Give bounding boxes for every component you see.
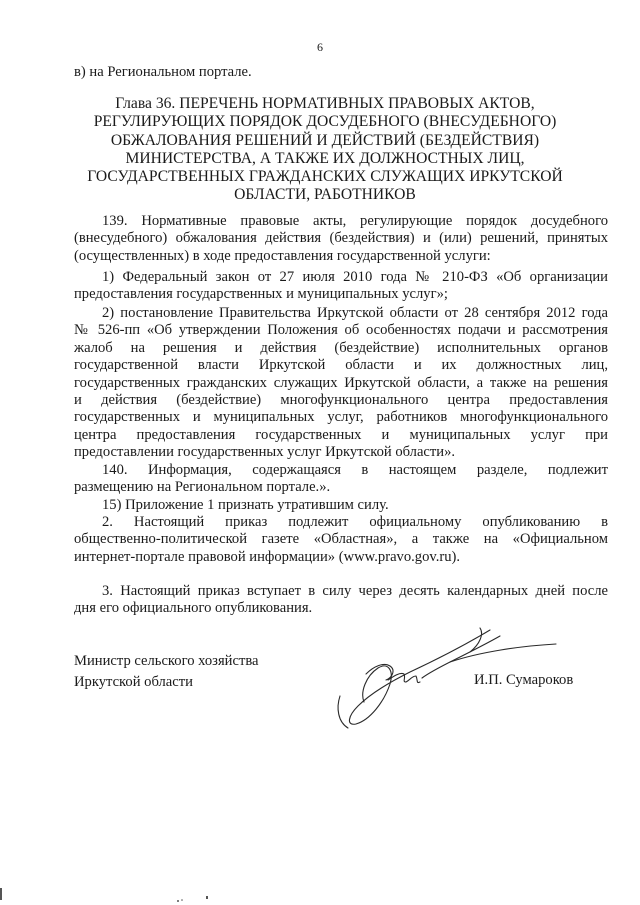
text-line: 140. Информация, содержащаяся в настоящем разделе, подлежит	[102, 462, 608, 478]
paragraph-clause-2	[74, 514, 608, 566]
text-line: и действия (бездействие) многофункционального центра предоставления	[74, 392, 608, 409]
signatory-position-line: Иркутской области	[74, 674, 193, 690]
text-line: государственных гражданских служащих Иркутской области, а также на решения	[74, 374, 608, 391]
text-line: предоставлении государственных услуг Иркутской области».	[74, 444, 456, 461]
text-line: жалоб на решения и действия (бездействие) исполнительных органов	[74, 339, 608, 356]
paragraph-item-1	[74, 269, 608, 304]
chapter-heading	[70, 95, 580, 205]
scan-marks	[0, 860, 640, 905]
paragraph-item-15	[74, 497, 608, 514]
text-line: (осуществленных) в ходе предоставления государственной услуги:	[74, 247, 491, 264]
text-line: 3. Настоящий приказ вступает в силу через десять календарных дней после	[102, 583, 608, 599]
heading-line: ГОСУДАРСТВЕННЫХ ГРАЖДАНСКИХ СЛУЖАЩИХ ИРКУТСКОЙ	[87, 168, 563, 186]
text-line: 15) Приложение 1 признать утратившим силу.	[102, 497, 389, 513]
paragraph-clause-3	[74, 583, 608, 618]
text-line: общественно-политической газете «Областная», а также на «Официальном	[74, 531, 608, 548]
text-line: 1) Федеральный закон от 27 июля 2010 года № 210-ФЗ «Об организации	[102, 269, 608, 285]
text-line: 139. Нормативные правовые акты, регулирующие порядок досудебного	[102, 213, 608, 229]
heading-line: ОБЖАЛОВАНИЯ РЕШЕНИЙ И ДЕЙСТВИЙ (БЕЗДЕЙСТВИЯ)	[110, 131, 540, 149]
text-line: государственной власти Иркутской области и их должностных лиц,	[74, 357, 608, 374]
text-line: предоставления государственных и муниципальных услуг»;	[74, 286, 448, 303]
text-line: 2) постановление Правительства Иркутской области от 28 сентября 2012 года	[102, 305, 608, 321]
text-line: 2. Настоящий приказ подлежит официальному опубликованию в	[102, 514, 608, 530]
text-line: № 526-пп «Об утверждении Положения об особенностях подачи и рассмотрения	[74, 322, 608, 339]
text-line: размещению на Региональном портале.».	[74, 479, 331, 496]
signatory-position-line: Министр сельского хозяйства	[74, 653, 259, 669]
signatory-position	[74, 651, 259, 693]
text-line: интернет-портале правовой информации» (www.pravo.gov.ru).	[74, 548, 461, 565]
text-line: государственных и муниципальных услуг, работников многофункционального	[74, 409, 608, 426]
text-line: центра предоставления государственных и муниципальных услуг при	[74, 426, 608, 443]
heading-line: Глава 36. ПЕРЕЧЕНЬ НОРМАТИВНЫХ ПРАВОВЫХ АКТОВ,	[115, 95, 535, 112]
text-line: дня его официального опубликования.	[74, 600, 313, 617]
page-number: 6	[317, 40, 323, 54]
text-line: (внесудебного) обжалования действия (бездействия) и (или) решений, принятых	[74, 230, 608, 247]
signatory-name: И.П. Сумароков	[474, 672, 574, 688]
paragraph-item-2	[74, 305, 608, 462]
paragraph-139	[74, 213, 608, 265]
heading-line: МИНИСТЕРСТВА, А ТАКЖЕ ИХ ДОЛЖНОСТНЫХ ЛИЦ,	[125, 149, 525, 167]
intro-line: в) на Региональном портале.	[74, 64, 252, 80]
paragraph-140	[74, 462, 608, 497]
heading-line: ОБЛАСТИ, РАБОТНИКОВ	[234, 186, 416, 204]
heading-line: РЕГУЛИРУЮЩИХ ПОРЯДОК ДОСУДЕБНОГО (ВНЕСУДЕБНОГО)	[93, 113, 557, 131]
